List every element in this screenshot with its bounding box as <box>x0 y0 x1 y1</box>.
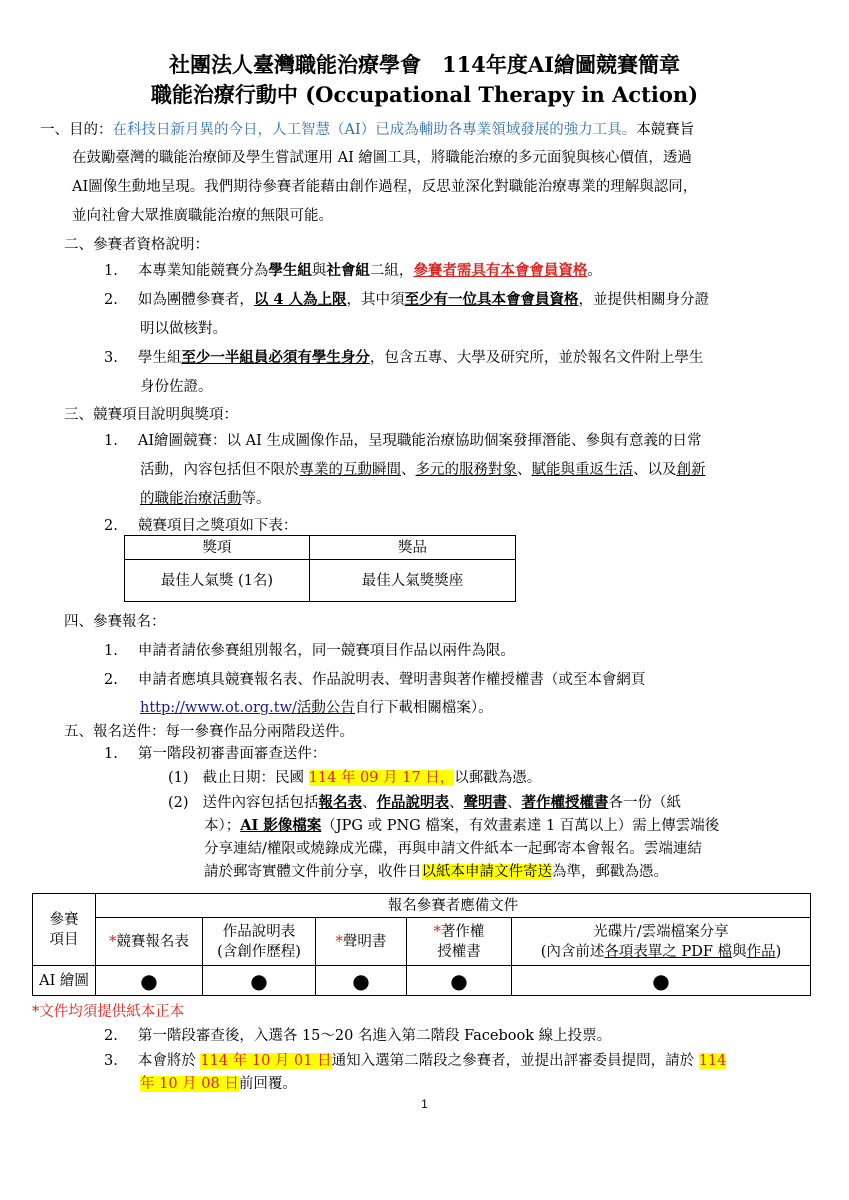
sub-item: (2) 送件內容包括包括報名表、作品說明表、聲明書、著作權授權書各一份（紙 <box>168 794 682 811</box>
list-item: 1. AI繪圖競賽：以 AI 生成圖像作品，呈現職能治療協助個案發揮潛能、參與有意義的日常 <box>104 433 702 449</box>
list-item: 2. 如為團體參賽者，以 4 人為上限，其中須至少有一位具本會會員資格，並提供相關身分證 <box>104 291 710 308</box>
sub-item-continued: 分享連結/權限或燒錄成光碟，再與申請文件紙本一起郵寄本會報名。雲端連結 <box>204 841 702 857</box>
section-label: 三、競賽項目說明與獎項： <box>64 407 238 423</box>
list-item-continued: 明以做核對。 <box>140 321 227 337</box>
required-mark: ● <box>316 966 407 996</box>
list-item: 1. 申請者請依參賽組別報名，同一競賽項目作品以兩件為限。 <box>104 643 515 659</box>
sub-item-continued: 請於郵寄實體文件前分享，收件日以紙本申請文件寄送為準，郵戳為憑。 <box>204 864 668 880</box>
website-link[interactable]: http://www.ot.org.tw/ <box>140 700 297 716</box>
announcement-link[interactable]: 活動公告 <box>296 700 355 716</box>
list-item-continued: 活動，內容包括但不限於專業的互動瞬間、多元的服務對象、賦能與重返生活、以及創新 <box>140 462 706 478</box>
section-purpose: 一、目的：在科技日新月異的今日，人工智慧（AI）已成為輔助各專業領域發展的強力工具。本競賽旨 <box>40 122 695 138</box>
required-mark: ● <box>96 966 203 996</box>
table-header: 獎品 <box>310 536 516 560</box>
section-label: 五、報名送件：每一參賽作品分兩階段送件。 <box>64 724 354 740</box>
table-row-label: AI 繪圖 <box>33 966 96 996</box>
section-label: 一、目的： <box>40 122 113 138</box>
table-header: 光碟片/雲端檔案分享 (內含前述各項表單之 PDF 檔與作品) <box>512 918 811 966</box>
notify-date: 114 年 10 月 01 日 <box>200 1053 332 1069</box>
required-mark: ● <box>512 966 811 996</box>
required-mark: ● <box>407 966 512 996</box>
paragraph-line: AI圖像生動地呈現。我們期待參賽者能藉由創作過程，反思並深化對職能治療專業的理解與認同， <box>72 179 698 195</box>
reply-date: 年 10 月 08 日 <box>140 1076 239 1092</box>
list-item: 2. 競賽項目之獎項如下表： <box>104 518 298 534</box>
table-cell: 最佳人氣獎獎座 <box>310 560 516 602</box>
table-header: *著作權 授權書 <box>407 918 512 966</box>
list-item: 3. 學生組至少一半組員必須有學生身分，包含五專、大學及研究所，並於報名文件附上學生 <box>104 349 704 366</box>
list-item-continued: 身份佐證。 <box>140 379 213 395</box>
table-header: 參賽項目 <box>33 894 96 966</box>
list-item: 3. 本會將於 114 年 10 月 01 日通知入選第二階段之參賽者，並提出評審委員提問，請於 114 <box>104 1053 727 1069</box>
deadline-date: 114 年 09 月 17 日， <box>308 770 455 786</box>
document-requirements-table <box>32 893 811 996</box>
list-item: 1. 第一階段初審書面審查送件： <box>104 746 327 762</box>
sub-item: (1) 截止日期：民國 114 年 09 月 17 日，以郵戳為憑。 <box>168 770 542 786</box>
table-group-header: 報名參賽者應備文件 <box>96 894 811 918</box>
section-label: 四、參賽報名： <box>64 614 166 630</box>
page-title: 社團法人臺灣職能治療學會 114年度AI繪圖競賽簡章 <box>169 52 680 77</box>
table-cell: 最佳人氣獎 (1名) <box>125 560 310 602</box>
highlight-text: 在科技日新月異的今日，人工智慧（AI）已成為輔助各專業領域發展的強力工具。 <box>112 122 637 138</box>
sub-item-continued: 本）；AI 影像檔案（JPG 或 PNG 檔案，有效畫素達 1 百萬以上）需上傳雲端後 <box>204 817 720 834</box>
list-item: 2. 申請者應填具競賽報名表、作品說明表、聲明書與著作權授權書（或至本會網頁 <box>104 672 646 688</box>
page-subtitle: 職能治療行動中 (Occupational Therapy in Action) <box>150 82 699 107</box>
page-number: 1 <box>421 1097 428 1111</box>
section-label: 二、參賽者資格說明： <box>64 237 209 253</box>
list-item-continued: 的職能治療活動等。 <box>140 491 271 507</box>
table-note: *文件均須提供紙本正本 <box>32 1004 185 1020</box>
paragraph-line: 在鼓勵臺灣的職能治療師及學生嘗試運用 AI 繪圖工具，將職能治療的多元面貌與核心價值，透過 <box>72 150 692 166</box>
list-item-continued: http://www.ot.org.tw/活動公告自行下載相關檔案）。 <box>140 700 493 716</box>
table-header: *競賽報名表 <box>96 918 203 966</box>
list-item: 1. 本專業知能競賽分為學生組與社會組二組，參賽者需具有本會會員資格。 <box>104 262 602 279</box>
table-header: 獎項 <box>125 536 310 560</box>
list-item-continued: 年 10 月 08 日前回覆。 <box>140 1076 297 1092</box>
table-header: 作品說明表 (含創作歷程) <box>203 918 316 966</box>
list-item: 2. 第一階段審查後，入選各 15～20 名進入第二階段 Facebook 線上投票。 <box>104 1028 612 1044</box>
table-header: *聲明書 <box>316 918 407 966</box>
prize-table <box>124 535 516 602</box>
paragraph-line: 並向社會大眾推廣職能治療的無限可能。 <box>72 208 333 224</box>
required-mark: ● <box>203 966 316 996</box>
